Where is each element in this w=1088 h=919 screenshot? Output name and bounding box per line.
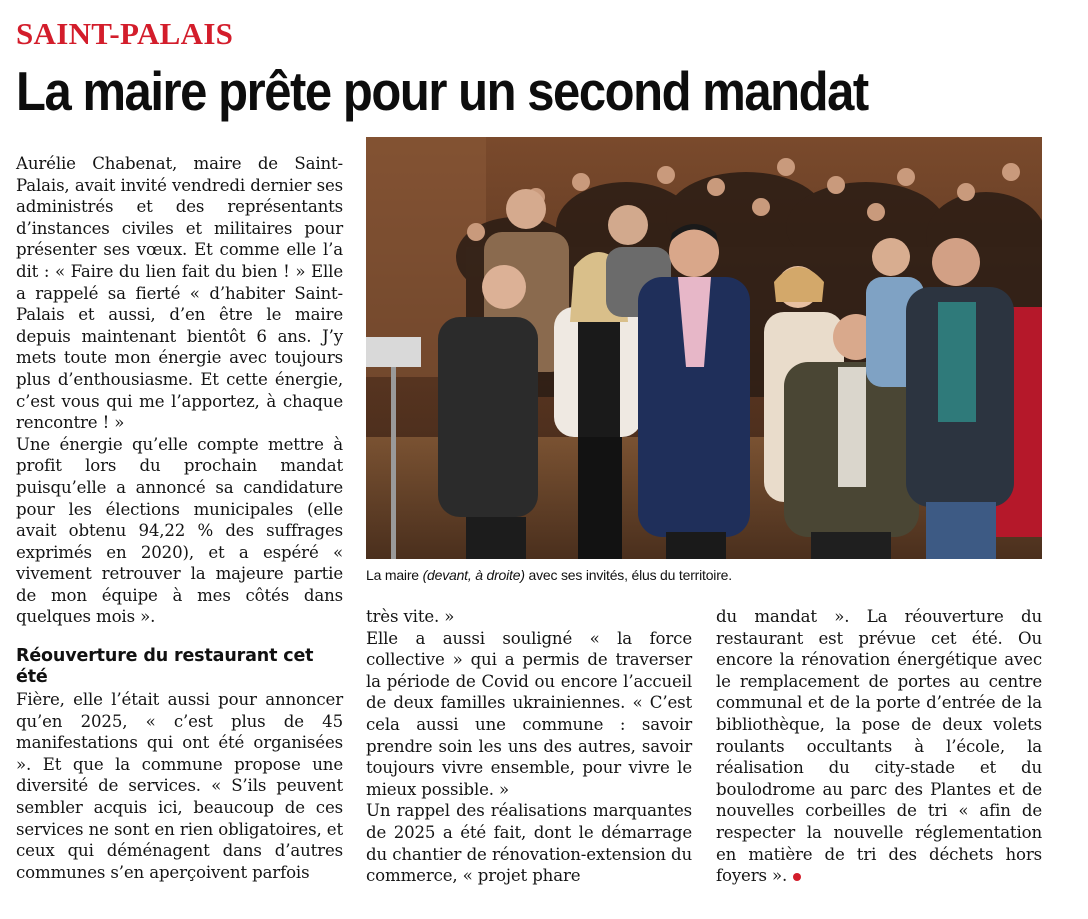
caption-prefix: La maire	[366, 567, 423, 583]
article-column-2	[366, 606, 692, 887]
caption-suffix: avec ses invités, élus du territoire.	[524, 567, 732, 583]
end-of-article-dot	[793, 873, 801, 881]
body-paragraph: Elle a aussi souligné « la force collective » qui a permis de traverser la période de Covid ou encore l’accueil de deux familles ukrainiennes. « C’est cela aussi une commune : savoir prendre soin les uns des autres, savoir toujours vivre ensemble, pour vivre le mieux possible. »	[366, 628, 692, 799]
photo-caption	[366, 566, 1042, 584]
subheading: Réouverture du restaurant cet été	[16, 646, 314, 688]
event-photo	[366, 137, 1042, 559]
article-column-1	[16, 153, 343, 883]
body-paragraph: très vite. »	[366, 607, 455, 626]
caption-italic: (devant, à droite)	[422, 567, 525, 583]
event-photo-illustration	[366, 137, 1042, 559]
section-kicker: SAINT-PALAIS	[16, 16, 234, 51]
body-paragraph: Aurélie Chabenat, maire de Saint-Palais, avait invité vendredi dernier ses administrés et des représentants d’instances civiles et militaires pour présenter ses vœux. Et comme elle l’a dit : « Faire du lien fait du bien ! » Elle a rappelé sa fierté « d’habiter Saint-Palais et aussi, d’en être le maire depuis maintenant bientôt 6 ans. J’y mets toute mon énergie avec toujours plus d’enthousiasme. Et cette énergie, c’est vous qui me l’apportez, à chaque rencontre ! »	[16, 154, 343, 433]
article-column-3	[716, 606, 1042, 887]
closing-text: du mandat ». La réouverture du restaurant est prévue cet été. Ou encore la rénovation énergétique avec le remplacement de portes au centre communal et de la porte d’entrée de la bibliothèque, la pose de deux volets roulants occultants à l’école, la réalisation du city-stade et du boulodrome au parc des Plantes et de nouvelles corbeilles de tri « afin de respecter la nouvelle réglementation en matière de tri des déchets hors foyers ».	[716, 607, 1042, 886]
body-paragraph: Fière, elle l’était aussi pour annoncer qu’en 2025, « c’est plus de 45 manifestations qui ont été organisées ». Et que la commune propose une diversité de services. « S’ils peuvent sembler acquis ici, beaucoup de ces services ne sont en rien obligatoires, et ceux qui déménagent dans d’autres communes s’en aperçoivent parfois	[16, 690, 343, 882]
body-paragraph: Une énergie qu’elle compte mettre à profit lors du prochain mandat puisqu’elle a annoncé sa candidature pour les élections municipales (elle avait obtenu 94,22 % des suffrages exprimés en 2020), et a espéré « vivement retrouver la majeure partie de mon équipe à mes côtés dans quelques mois ».	[16, 434, 343, 627]
body-paragraph	[716, 606, 1042, 887]
headline: La maire prête pour un second mandat	[16, 60, 868, 122]
body-paragraph: Un rappel des réalisations marquantes de 2025 a été fait, dont le démarrage du chantier de rénovation-extension du commerce, « projet phare	[366, 801, 692, 886]
